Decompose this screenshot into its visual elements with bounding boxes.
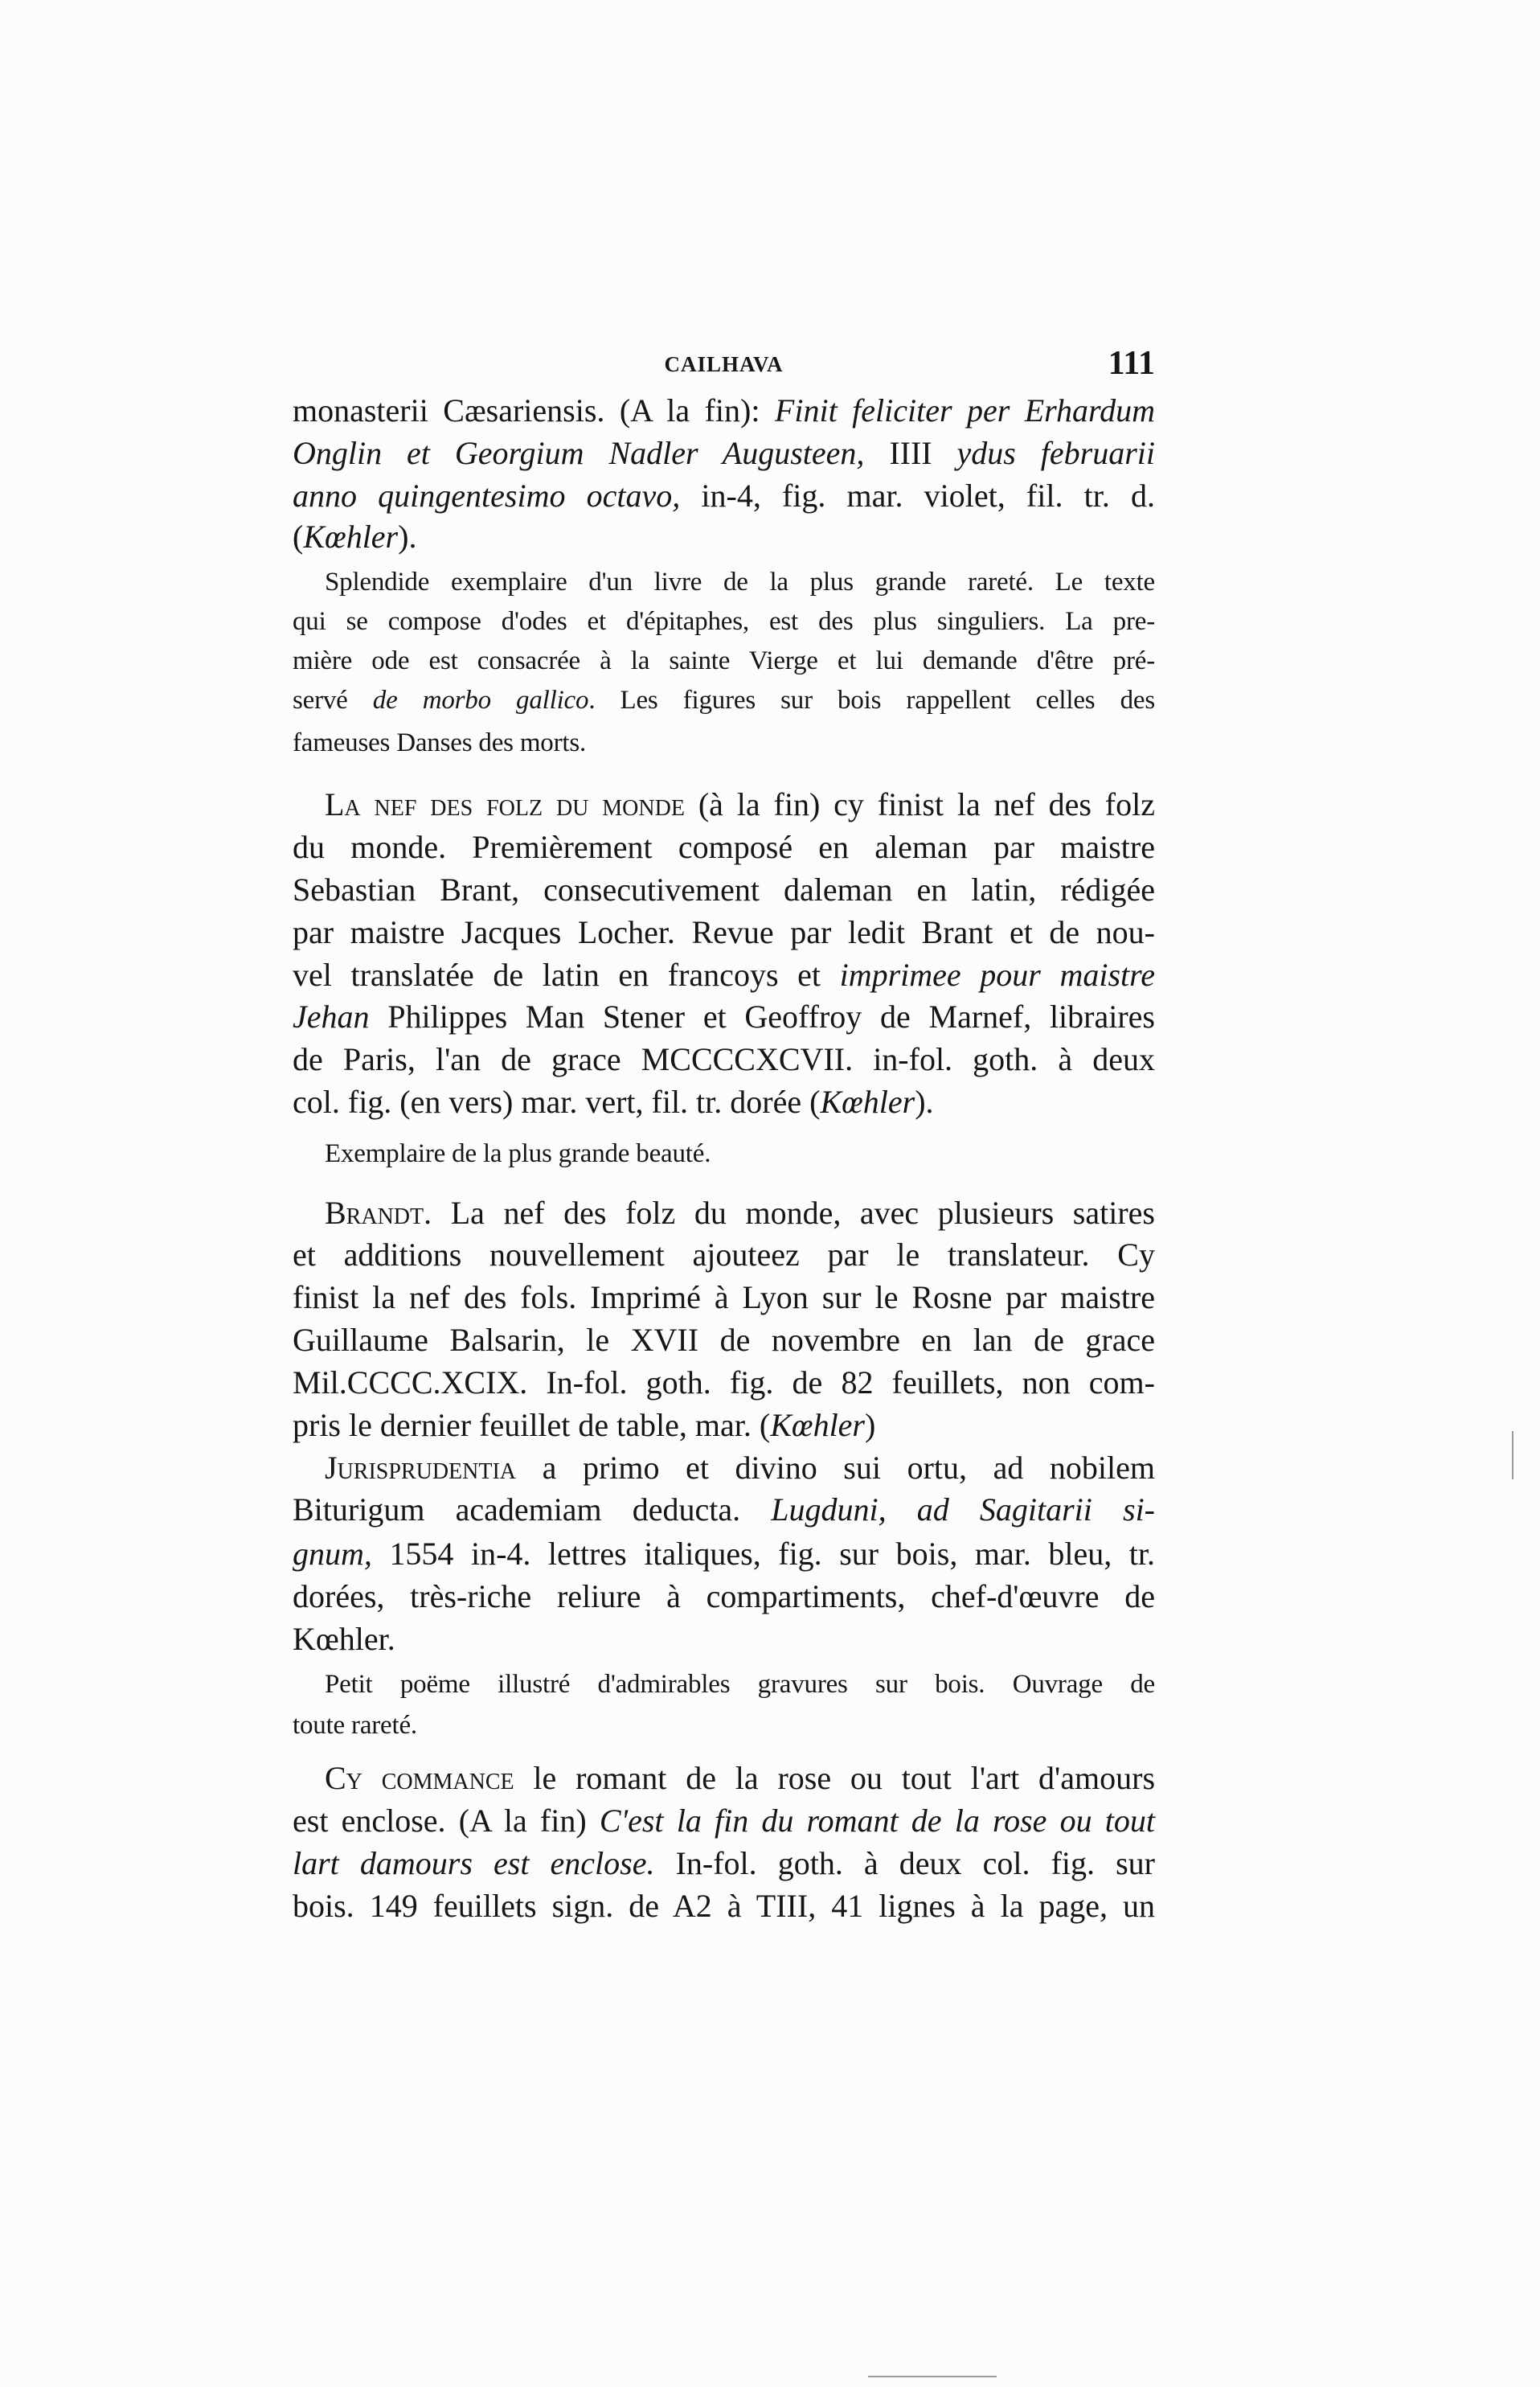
entry-line <box>293 1491 1155 1528</box>
entry-line <box>293 914 1155 950</box>
small-caps-heading: La nef des folz du monde <box>325 786 685 822</box>
text: toute rareté. <box>293 1710 417 1740</box>
text: servé <box>293 685 373 715</box>
entry-line <box>293 1279 1155 1315</box>
text: finist la nef des fols. Imprimé à Lyon sur le Rosne par maistre <box>293 1279 1155 1315</box>
text: In-fol. goth. à deux col. fig. sur <box>654 1845 1155 1881</box>
entry-line <box>293 480 1155 512</box>
entry-line <box>293 1805 1155 1837</box>
text: Mil.CCCC.XCIX. In-fol. goth. fig. de 82 feuillets, non com- <box>293 1364 1155 1401</box>
text: bois. 149 feuillets sign. de A2 à TIII, 41 lignes à la page, un <box>293 1888 1155 1924</box>
text: ) <box>865 1407 876 1443</box>
entry-line <box>293 959 1155 991</box>
entry-line <box>293 1890 1155 1922</box>
entry-line <box>293 1041 1155 1077</box>
text: (à la fin) cy finist la nef des folz <box>684 786 1155 822</box>
entry-line <box>293 521 1155 553</box>
text: pris le dernier feuillet de table, mar. ( <box>293 1407 771 1443</box>
note-line <box>293 606 1155 636</box>
text: ). <box>398 519 417 555</box>
page-number: 111 <box>1108 345 1155 382</box>
text: in-4, fig. mar. violet, fil. tr. d. <box>680 478 1156 514</box>
entry-line <box>293 1324 1155 1356</box>
entry-line <box>293 1538 1155 1570</box>
text: Petit poëme illustré d'admirables gravures sur bois. Ouvrage de <box>325 1669 1155 1699</box>
text: IIII <box>864 435 957 471</box>
text: qui se compose d'odes et d'épitaphes, est des plus singuliers. La pre- <box>293 606 1155 636</box>
text: Sebastian Brant, consecutivement daleman en latin, rédigée <box>293 872 1155 908</box>
italic-text: lart damours est enclose. <box>293 1845 655 1881</box>
entry-line <box>293 1364 1155 1401</box>
entry-line <box>293 1578 1155 1614</box>
italic-text: anno quingentesimo octavo, <box>293 478 681 514</box>
text: Splendide exemplaire d'un livre de la plus grande rareté. Le texte <box>325 567 1155 597</box>
text: monasterii Cæsariensis. (A la fin): <box>293 392 775 429</box>
note-line <box>325 1138 1155 1168</box>
text: Philippes Man Stener et Geoffroy de Marnef, libraires <box>369 999 1155 1035</box>
text: Kœhler. <box>293 1621 395 1657</box>
italic-text: imprimee pour maistre <box>839 957 1155 993</box>
entry-line <box>325 786 1155 822</box>
text: col. fig. (en vers) mar. vert, fil. tr. dorée ( <box>293 1084 821 1120</box>
text: . Les figures sur bois rappellent celles des <box>588 685 1155 715</box>
italic-text: gnum, <box>293 1536 372 1572</box>
entry-line <box>293 874 1155 906</box>
note-line <box>293 730 1155 757</box>
entry-line <box>293 392 1155 429</box>
note-line <box>293 1712 1155 1739</box>
text: est enclose. (A la fin) <box>293 1803 600 1839</box>
italic-text: Lugduni, ad Sagitarii si- <box>771 1491 1155 1528</box>
text: La nef des folz du monde, avec plusieurs satires <box>432 1195 1155 1231</box>
entry-line <box>325 1452 1155 1484</box>
italic-text: C'est la fin du romant de la rose ou tout <box>599 1803 1155 1839</box>
text: fameuses Danses des morts. <box>293 728 587 757</box>
text: Biturigum academiam deducta. <box>293 1491 772 1528</box>
entry-line <box>293 1086 1155 1118</box>
italic-text: Kœhler <box>820 1084 915 1120</box>
text: ( <box>293 519 304 555</box>
text: par maistre Jacques Locher. Revue par ledit Brant et de nou- <box>293 914 1155 950</box>
entry-line <box>293 831 1155 863</box>
text: du monde. Premièrement composé en aleman par maistre <box>293 829 1155 865</box>
text: mière ode est consacrée à la sainte Vierge et lui demande d'être pré- <box>293 646 1155 675</box>
text: ). <box>915 1084 934 1120</box>
entry-line <box>293 1623 1155 1655</box>
entry-line <box>293 437 1155 470</box>
entry-line <box>325 1197 1155 1229</box>
text: et additions nouvellement ajouteez par le translateur. Cy <box>293 1237 1155 1273</box>
scan-artifact-mark <box>1512 1431 1513 1479</box>
text: 1554 in-4. lettres italiques, fig. sur bois, mar. bleu, tr. <box>371 1536 1155 1572</box>
note-line <box>293 648 1155 675</box>
running-title: CAILHAVA <box>664 352 784 376</box>
note-line <box>293 687 1155 714</box>
small-caps-heading: Jurisprudentia <box>325 1450 517 1486</box>
entry-line <box>325 1762 1155 1794</box>
italic-text: de morbo gallico <box>372 685 589 715</box>
scan-artifact-line <box>868 2376 997 2377</box>
note-line <box>325 569 1155 596</box>
small-caps-heading: Cy commance <box>325 1760 514 1796</box>
italic-text: Onglin et Georgium Nadler Augusteen, <box>293 435 865 471</box>
text: a primo et divino sui ortu, ad nobilem <box>516 1450 1155 1486</box>
entry-line <box>293 1409 1155 1442</box>
entry-line <box>293 1845 1155 1881</box>
text: vel translatée de latin en francoys et <box>293 957 840 993</box>
italic-text: ydus februarii <box>956 435 1155 471</box>
italic-text: Finit feliciter per Erhardum <box>774 392 1155 429</box>
text: de Paris, l'an de grace MCCCCXCVII. in-fol. goth. à deux <box>293 1041 1155 1077</box>
entry-line <box>293 1001 1155 1033</box>
small-caps-heading: Brandt. <box>325 1195 432 1231</box>
text: dorées, très-riche reliure à compartiments, chef-d'œuvre de <box>293 1578 1155 1614</box>
text: Exemplaire de la plus grande beauté. <box>325 1138 711 1168</box>
page-header <box>293 344 1155 384</box>
note-line <box>325 1671 1155 1698</box>
italic-text: Jehan <box>293 999 370 1035</box>
italic-text: Kœhler <box>303 519 399 555</box>
text: Guillaume Balsarin, le XVII de novembre en lan de grace <box>293 1322 1155 1358</box>
italic-text: Kœhler <box>770 1407 865 1443</box>
entry-line <box>293 1239 1155 1271</box>
text: le romant de la rose ou tout l'art d'amours <box>514 1760 1156 1796</box>
